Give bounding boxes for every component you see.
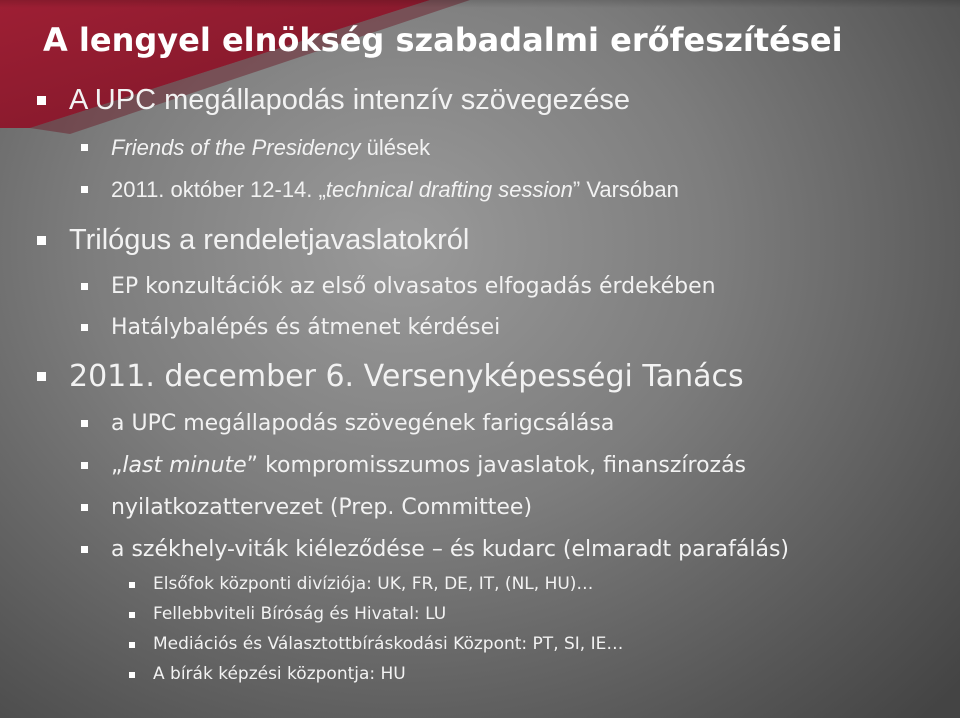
square-bullet-icon xyxy=(37,96,46,105)
bullet-declaration-draft xyxy=(111,497,532,519)
bullet-seat-disputes xyxy=(111,539,789,561)
bullet-text: Mediációs és Választottbíráskodási Központ: PT, SI, IE… xyxy=(153,634,624,654)
square-bullet-icon xyxy=(129,642,135,648)
square-bullet-icon xyxy=(37,236,46,245)
bullet-ep-consultations xyxy=(111,276,716,298)
bullet-mediation-centre xyxy=(153,636,623,653)
square-bullet-icon xyxy=(81,546,88,553)
square-bullet-icon xyxy=(81,144,88,151)
square-bullet-icon xyxy=(81,324,88,331)
square-bullet-icon xyxy=(81,462,88,469)
bullet-text: Fellebbviteli Bíróság és Hivatal: LU xyxy=(153,604,447,624)
square-bullet-icon xyxy=(81,186,88,193)
bullet-last-minute xyxy=(111,455,746,477)
bullet-text: Trilógus a rendeletjavaslatokról xyxy=(69,224,470,256)
bullet-central-division xyxy=(153,576,593,593)
bullet-court-of-appeal xyxy=(153,606,446,623)
bullet-upc-text-polish xyxy=(111,413,614,435)
square-bullet-icon xyxy=(129,612,135,618)
slide-title: A lengyel elnökség szabadalmi erőfeszítései xyxy=(43,21,843,59)
bullet-text: a székhely-viták kiéleződése – és kudarc (elmaradt parafálás) xyxy=(111,537,790,562)
bullet-italic-text: last minute xyxy=(122,453,247,478)
bullet-upc-drafting xyxy=(69,86,630,115)
square-bullet-icon xyxy=(37,372,46,381)
bullet-text-before: 2011. október 12-14. „ xyxy=(111,177,326,202)
square-bullet-icon xyxy=(129,582,135,588)
bullet-technical-drafting xyxy=(111,179,679,201)
bullet-text: a UPC megállapodás szövegének farigcsálása xyxy=(111,411,615,436)
bullet-text: 2011. december 6. Versenyképességi Tanács xyxy=(69,359,744,394)
bullet-text-after: ” Varsóban xyxy=(572,177,679,202)
square-bullet-icon xyxy=(81,283,88,290)
bullet-text-before: „ xyxy=(111,453,123,478)
bullet-entry-into-force xyxy=(111,317,500,339)
square-bullet-icon xyxy=(81,504,88,511)
bullet-training-centre xyxy=(153,666,406,683)
bullet-text-after: ” kompromisszumos javaslatok, finanszírozás xyxy=(246,453,747,478)
bullet-text: A UPC megállapodás intenzív szövegezése xyxy=(69,84,630,116)
bullet-italic-text: technical drafting session xyxy=(325,177,573,202)
bullet-december-council xyxy=(69,359,744,394)
bullet-text: nyilatkozattervezet (Prep. Committee) xyxy=(111,495,533,520)
bullet-italic-text: Friends of the Presidency xyxy=(111,135,361,160)
bullet-text: EP konzultációk az első olvasatos elfogadás érdekében xyxy=(111,274,716,299)
square-bullet-icon xyxy=(81,420,88,427)
square-bullet-icon xyxy=(129,672,135,678)
bullet-text: Hatálybalépés és átmenet kérdései xyxy=(111,315,501,340)
bullet-trilogue xyxy=(69,226,469,255)
bullet-text: A bírák képzési központja: HU xyxy=(153,664,406,684)
bullet-text: Elsőfok központi divíziója: UK, FR, DE, IT, (NL, HU)… xyxy=(153,574,594,594)
bullet-friends-presidency xyxy=(111,137,430,159)
bullet-text: ülések xyxy=(360,135,431,160)
